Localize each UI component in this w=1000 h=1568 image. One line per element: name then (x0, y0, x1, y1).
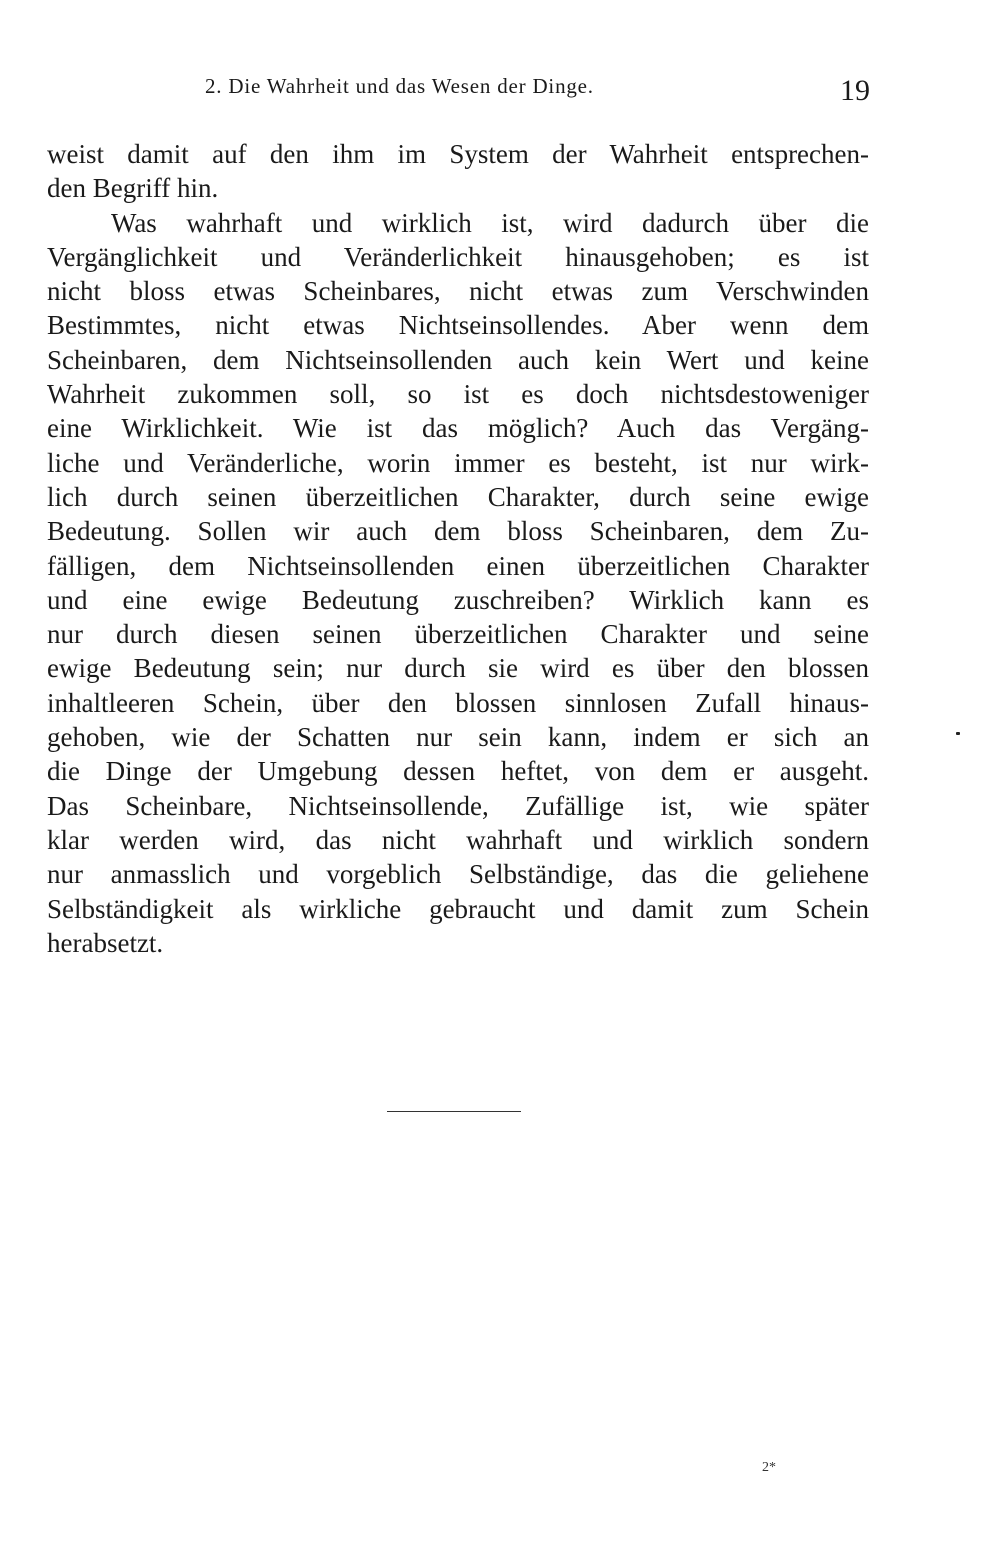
text-line: klar werden wird, das nicht wahrhaft und wirklich sondern (47, 824, 869, 855)
text-line: liche und Veränderliche, worin immer es besteht, ist nur wirk- (47, 447, 869, 478)
text-line: Bestimmtes, nicht etwas Nichtseinsollendes. Aber wenn dem (47, 310, 869, 341)
text-line: Scheinbaren, dem Nichtseinsollenden auch kein Wert und keine (47, 344, 869, 375)
text-line: weist damit auf den ihm im System der Wahrheit entsprechen- (47, 139, 869, 169)
text-line: Bedeutung. Sollen wir auch dem bloss Scheinbaren, dem Zu- (47, 516, 869, 547)
text-line: nur anmasslich und vorgeblich Selbständige, das die geliehene (47, 859, 869, 890)
print-speck (956, 732, 960, 735)
text-line: fälligen, dem Nichtseinsollenden einen überzeitlichen Charakter (47, 550, 869, 581)
body-text (47, 137, 869, 960)
text-line: die Dinge der Umgebung dessen heftet, von dem er ausgeht. (47, 756, 869, 787)
text-line: herabsetzt. (47, 927, 164, 958)
text-line: Selbständigkeit als wirkliche gebraucht und damit zum Schein (47, 893, 869, 924)
text-line: Vergänglichkeit und Veränderlichkeit hinausgehoben; es ist (47, 241, 869, 272)
text-line: Wahrheit zukommen soll, so ist es doch nichtsdestoweniger (47, 379, 869, 410)
page-number: 19 (840, 74, 870, 107)
text-line: Was wahrhaft und wirklich ist, wird dadurch über die (111, 207, 869, 238)
signature-mark: 2* (762, 1460, 776, 1475)
text-line: eine Wirklichkeit. Wie ist das möglich? Auch das Vergäng- (47, 413, 869, 444)
text-line: den Begriff hin. (47, 173, 219, 204)
text-line: lich durch seinen überzeitlichen Charakter, durch seine ewige (47, 481, 869, 512)
running-head: 2. Die Wahrheit und das Wesen der Dinge. (205, 74, 594, 98)
text-line: ewige Bedeutung sein; nur durch sie wird es über den blossen (47, 653, 869, 684)
text-line: gehoben, wie der Schatten nur sein kann, indem er sich an (47, 722, 869, 753)
text-line: nur durch diesen seinen überzeitlichen Charakter und seine (47, 619, 869, 650)
section-divider (387, 1111, 521, 1112)
text-line: und eine ewige Bedeutung zuschreiben? Wirklich kann es (47, 584, 869, 615)
text-line: nicht bloss etwas Scheinbares, nicht etwas zum Verschwinden (47, 276, 869, 307)
text-line: Das Scheinbare, Nichtseinsollende, Zufällige ist, wie später (47, 790, 869, 821)
text-line: inhaltleeren Schein, über den blossen sinnlosen Zufall hinaus- (47, 687, 869, 718)
